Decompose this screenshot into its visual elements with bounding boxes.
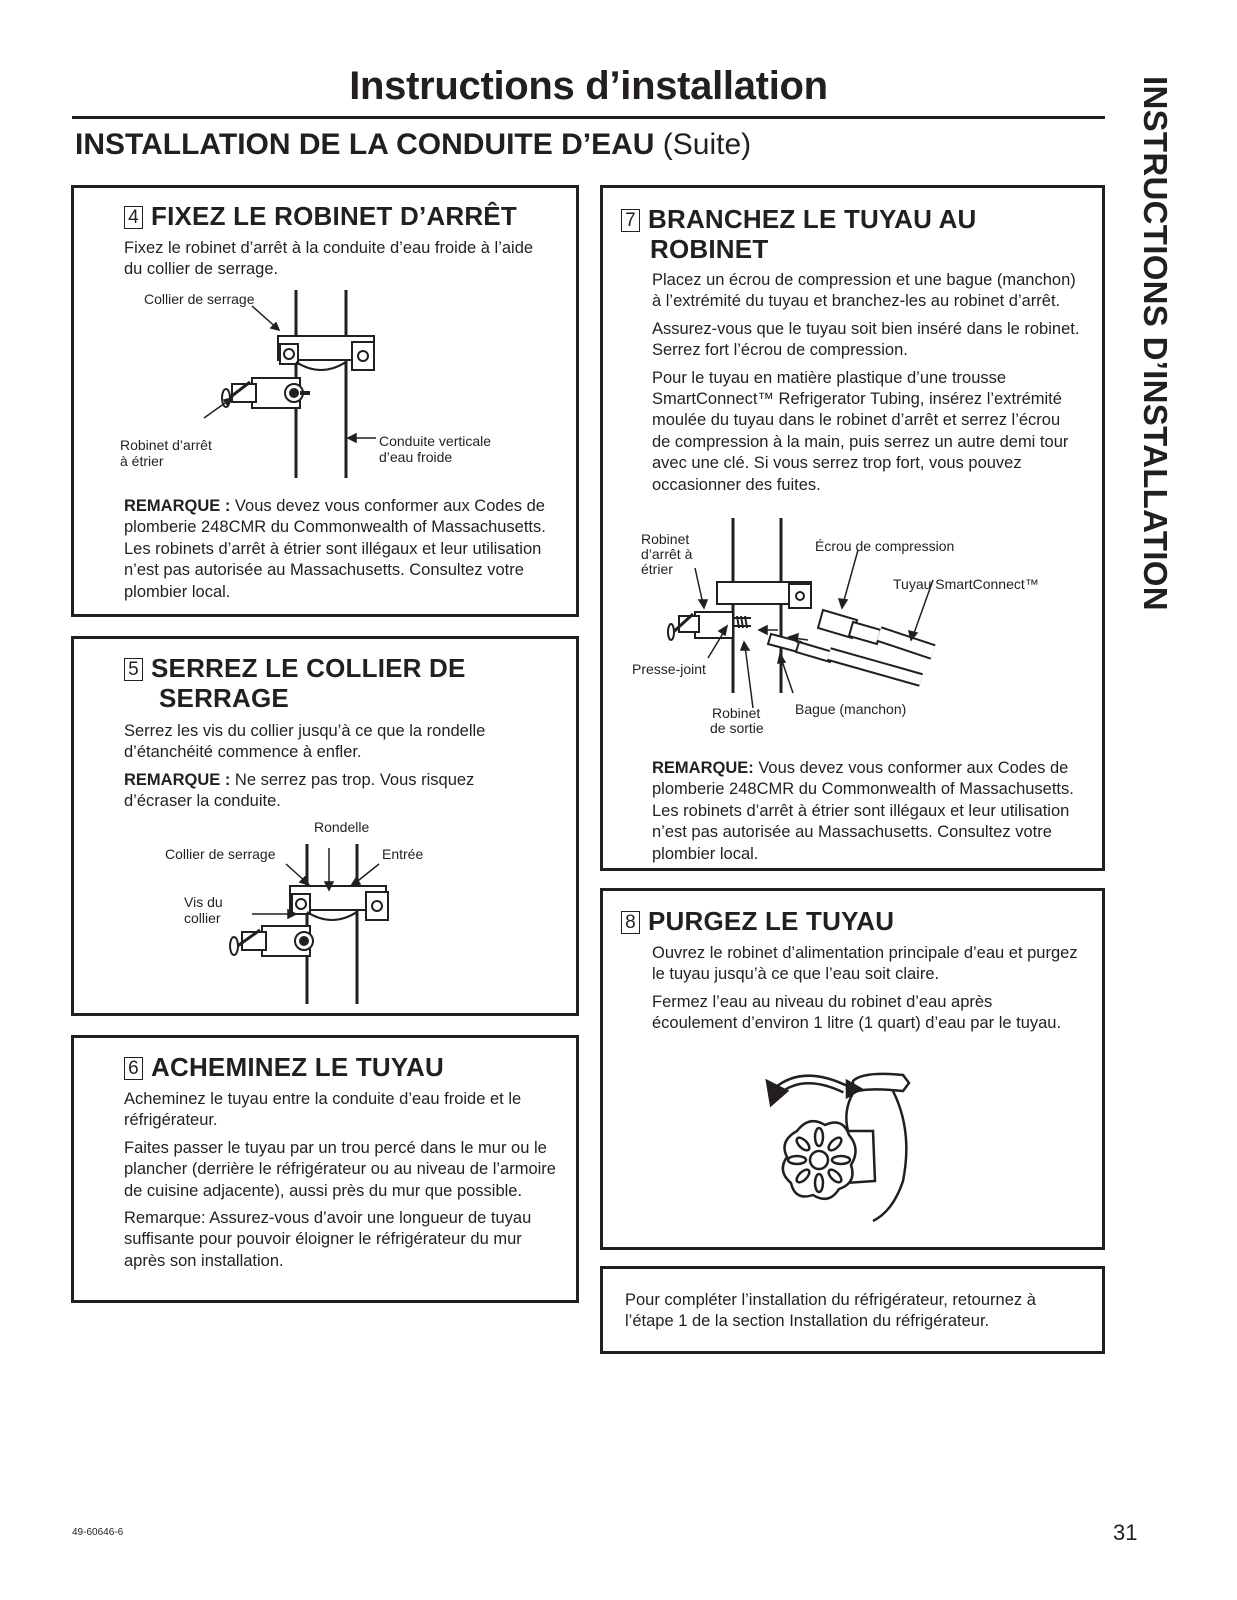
step-6-number: 6	[124, 1057, 143, 1080]
label-ecrou-compression: Écrou de compression	[815, 538, 955, 554]
label-collier-de-serrage: Collier de serrage	[144, 291, 255, 307]
step-8-number: 8	[621, 911, 640, 934]
step-6-text	[124, 1089, 564, 1278]
step-5-note	[124, 770, 544, 813]
step-5-para: Serrez les vis du collier jusqu’à ce que la rondelle d’étanchéité commence à enfler.	[124, 722, 486, 762]
step-8-title: PURGEZ LE TUYAU	[648, 906, 895, 936]
step-7-title-2: ROBINET	[650, 234, 769, 264]
tighten-clamp-illustration	[74, 834, 574, 1014]
step-7-note	[652, 758, 1082, 865]
step-8-para-1: Ouvrez le robinet d’alimentation principale d’eau et purgez le tuyau jusqu’à ce que l’eau soit claire.	[652, 944, 1078, 984]
step-6-para-3: Remarque: Assurez-vous d’avoir une longueur de tuyau suffisante pour pouvoir éloigner le réfrigérateur du mur après son installation.	[124, 1209, 532, 1270]
label-bague-manchon: Bague (manchon)	[795, 701, 907, 717]
step-4-number: 4	[124, 206, 143, 229]
label-rondelle: Rondelle	[314, 819, 370, 835]
step-7-para-3: Pour le tuyau en matière plastique d’une trousse SmartConnect™ Refrigerator Tubing, insérez l’extrémité moulée du tuyau dans le robinet d’arrêt et serrez l’écrou de compression à la main, puis serrez un autre demi tour avec une clé. Si vous serrez trop fort, vous pouvez occasionner des fuites.	[652, 368, 1069, 494]
step-4-box	[71, 185, 579, 617]
step-6-box	[71, 1035, 579, 1303]
step-7-title-1: BRANCHEZ LE TUYAU AU	[648, 204, 977, 234]
step-6-title: ACHEMINEZ LE TUYAU	[151, 1052, 444, 1082]
label-collier-de-serrage-5: Collier de serrage	[165, 846, 276, 862]
closing-note: Pour compléter l’installation du réfrigérateur, retournez à l’étape 1 de la section Installation du réfrigérateur.	[625, 1291, 1036, 1331]
label-robinet-sortie-1: Robinet	[712, 705, 761, 721]
step-5-note-text: Ne serrez pas trop. Vous risquez d’écraser la conduite.	[124, 770, 475, 811]
section-title-bold: INSTALLATION DE LA CONDUITE D’EAU	[75, 128, 655, 161]
section-title	[75, 128, 751, 162]
step-7-box	[600, 185, 1105, 871]
label-presse-joint: Presse-joint	[632, 661, 706, 677]
label-robinet-arret-1: Robinet d’arrêt	[120, 437, 212, 453]
title-rule	[72, 116, 1105, 119]
step-7-number: 7	[621, 209, 640, 232]
step-5-box	[71, 636, 579, 1016]
step-7-text	[652, 270, 1082, 502]
page-number: 31	[1113, 1520, 1138, 1545]
step-4-note-text: Vous devez vous conformer aux Codes de plomberie 248CMR du Commonwealth of Massachusetts. Les robinets d’arrêt à étrier sont illégaux et leur utilisation n’est pas autorisée au Massachusetts. Consultez votre plombier local.	[124, 497, 546, 601]
step-7-note-label: REMARQUE:	[652, 759, 754, 777]
step-5-number: 5	[124, 658, 143, 681]
faucet-handle-illustration	[753, 1071, 953, 1231]
step-4-title: FIXEZ LE ROBINET D’ARRÊT	[151, 201, 517, 231]
step-7-note-text: Vous devez vous conformer aux Codes de plomberie 248CMR du Commonwealth of Massachusetts. Les robinets d’arrêt à étrier sont illégaux et leur utilisation n’est pas autorisée au Massachusetts. Consultez votre plombier local.	[652, 759, 1074, 863]
step-5-title-1: SERREZ LE COLLIER DE	[151, 653, 466, 683]
step-7-para-2: Assurez-vous que le tuyau soit bien inséré dans le robinet. Serrez fort l’écrou de compression.	[652, 319, 1080, 360]
step-5-note-label: REMARQUE :	[124, 770, 231, 789]
label-robinet-sortie-2: de sortie	[710, 720, 764, 736]
step-4-heading	[124, 201, 517, 231]
label-tuyau-smartconnect: Tuyau SmartConnect™	[893, 576, 1039, 592]
side-tab-label: INSTRUCTIONS D’INSTALLATION	[1137, 76, 1174, 611]
label-robinet-7-2: d’arrêt à	[641, 546, 693, 562]
step-8-para-2: Fermez l’eau au niveau du robinet d’eau après écoulement d’environ 1 litre (1 quart) d’eau par le tuyau.	[652, 992, 1062, 1033]
step-4-note	[124, 496, 554, 603]
section-title-suffix: (Suite)	[654, 128, 752, 161]
step-8-text	[652, 943, 1082, 1041]
label-conduite-1: Conduite verticale	[379, 433, 492, 449]
label-vis-1: Vis du	[184, 894, 223, 910]
document-code: 49-60646-6	[72, 1527, 124, 1538]
step-6-para-2: Faites passer le tuyau par un trou percé dans le mur ou le plancher (derrière le réfrigérateur ou au niveau de l’armoire de cuisine adjacente), aussi près du mur que possible.	[124, 1138, 556, 1200]
step-6-heading	[124, 1052, 444, 1082]
closing-note-box	[600, 1266, 1105, 1354]
step-5-heading	[124, 653, 564, 713]
label-conduite-2: d’eau froide	[379, 449, 453, 465]
step-5-text	[124, 721, 544, 819]
step-7-para-1: Placez un écrou de compression et une bague (manchon) à l’extrémité du tuyau et branchez-les au robinet d’arrêt.	[652, 271, 1076, 311]
step-8-heading	[621, 906, 894, 936]
label-vis-2: collier	[184, 910, 221, 926]
step-5-title-2: SERRAGE	[159, 683, 289, 713]
page-title: Instructions d’installation	[349, 64, 828, 108]
step-4-note-label: REMARQUE :	[124, 497, 231, 515]
step-4-text: Fixez le robinet d’arrêt à la conduite d’eau froide à l’aide du collier de serrage.	[124, 239, 534, 279]
step-8-box	[600, 888, 1105, 1250]
step-7-heading	[621, 204, 1091, 264]
label-robinet-arret-2: à étrier	[120, 453, 164, 469]
step-6-para-1: Acheminez le tuyau entre la conduite d’eau froide et le réfrigérateur.	[124, 1090, 522, 1130]
side-tab	[1128, 76, 1172, 716]
label-robinet-7-3: étrier	[641, 561, 673, 577]
label-entree: Entrée	[382, 846, 424, 862]
label-robinet-7-1: Robinet	[641, 531, 690, 547]
